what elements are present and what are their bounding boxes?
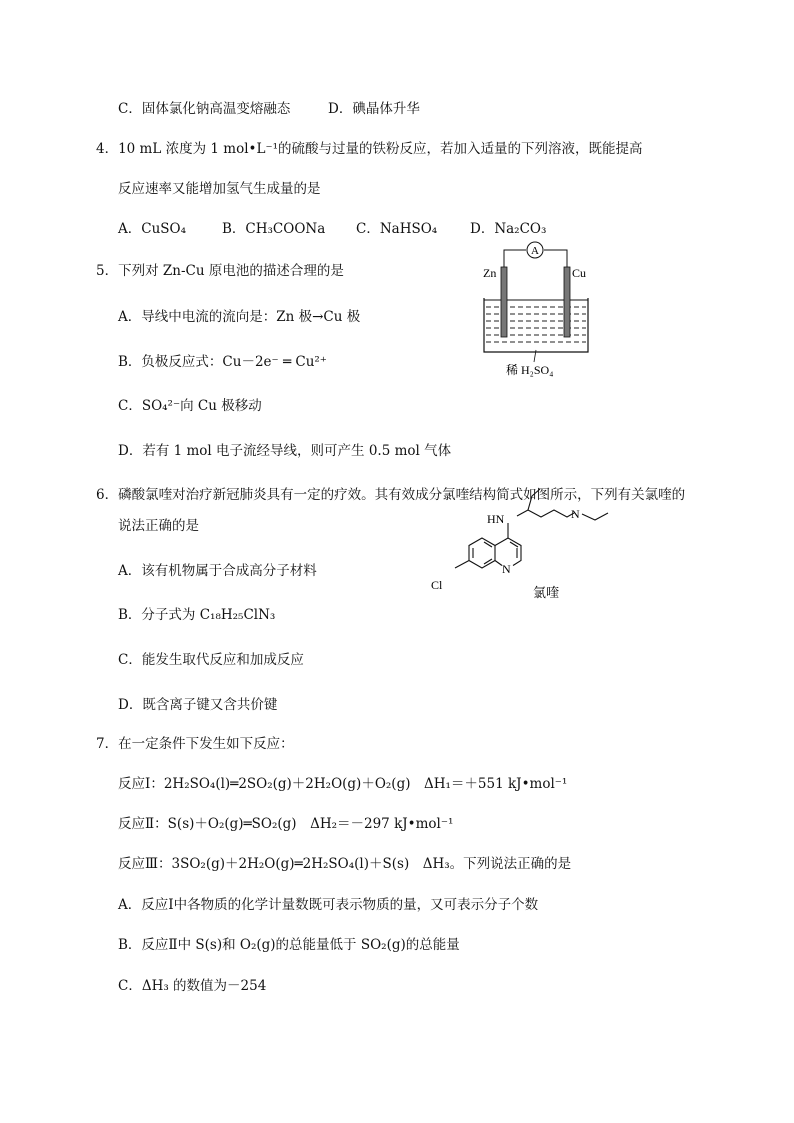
q4-stem-line1: 4．10 mL 浓度为 1 mol•L⁻¹的硫酸与过量的铁粉反应，若加入适量的下列溶液，既能提高 [96, 141, 643, 157]
q6-option-b: B．分子式为 C₁₈H₂₅ClN₃ [118, 607, 276, 623]
q7-reaction-2: 反应Ⅱ：S(s)＋O₂(g)═SO₂(g) ΔH₂＝－297 kJ•mol⁻¹ [118, 816, 454, 832]
q5-option-c: C．SO₄²⁻向 Cu 极移动 [118, 398, 262, 414]
beaker [484, 298, 588, 352]
q5-option-b: B．负极反应式：Cu－2e⁻ ═ Cu²⁺ [118, 354, 327, 370]
q4-option-d: D．Na₂CO₃ [470, 221, 547, 237]
copper-label: Cu [572, 266, 587, 280]
q7-stem: 7．在一定条件下发生如下反应： [96, 736, 294, 752]
wire-right [544, 250, 567, 267]
q5-stem: 5．下列对 Zn-Cu 原电池的描述合理的是 [96, 263, 344, 279]
q4-option-a: A．CuSO₄ [118, 221, 187, 237]
q7-option-c: C．ΔH₃ 的数值为－254 [118, 978, 267, 994]
zinc-label: Zn [483, 266, 497, 280]
ring-n-label: N [502, 562, 511, 576]
q6-stem-line2: 说法正确的是 [118, 518, 199, 534]
q6-option-d: D．既含离子键又含共价键 [118, 697, 278, 713]
molecule-bonds [455, 489, 608, 568]
zinc-electrode [501, 267, 507, 337]
q4-stem-line2: 反应速率又能增加氢气生成量的是 [118, 181, 321, 197]
q5-option-a: A．导线中电流的流向是：Zn 极→Cu 极 [118, 309, 361, 325]
q3-option-d: D．碘晶体升华 [328, 101, 420, 117]
compound-name: 氯喹 [533, 585, 560, 600]
ammeter-label: A [531, 245, 539, 257]
q6-option-a: A．该有机物属于合成高分子材料 [118, 563, 317, 579]
wire-left [504, 250, 526, 267]
q3-option-c: C．固体氯化钠高温变熔融态 [118, 101, 291, 117]
q6-stem-line1: 6．磷酸氯喹对治疗新冠肺炎具有一定的疗效。其有效成分氯喹结构简式如图所示，下列有关氯喹的 [96, 487, 686, 503]
q7-reaction-3: 反应Ⅲ：3SO₂(g)＋2H₂O(g)═2H₂SO₄(l)＋S(s) ΔH₃。下列说法正确的是 [118, 856, 572, 872]
hn-group-label: HN [487, 512, 505, 526]
q4-option-c: C．NaHSO₄ [356, 221, 438, 237]
galvanic-cell-diagram [478, 240, 600, 380]
q7-option-a: A．反应Ⅰ中各物质的化学计量数既可表示物质的量，又可表示分子个数 [118, 897, 539, 913]
q5-option-d: D．若有 1 mol 电子流经导线，则可产生 0.5 mol 气体 [118, 443, 452, 459]
q7-option-b: B．反应Ⅱ中 S(s)和 O₂(g)的总能量低于 SO₂(g)的总能量 [118, 937, 460, 953]
q4-option-b: B．CH₃COONa [222, 221, 326, 237]
copper-electrode [564, 267, 570, 337]
chlorine-label: Cl [431, 578, 443, 592]
q6-option-c: C．能发生取代反应和加成反应 [118, 652, 304, 668]
chloroquine-structure [425, 488, 645, 603]
amine-n-label: N [571, 507, 580, 521]
solution-label: 稀 H₂SO₄ [506, 363, 554, 377]
q7-reaction-1: 反应Ⅰ：2H₂SO₄(l)═2SO₂(g)＋2H₂O(g)＋O₂(g) ΔH₁＝＋551 kJ•mol⁻¹ [118, 776, 568, 792]
